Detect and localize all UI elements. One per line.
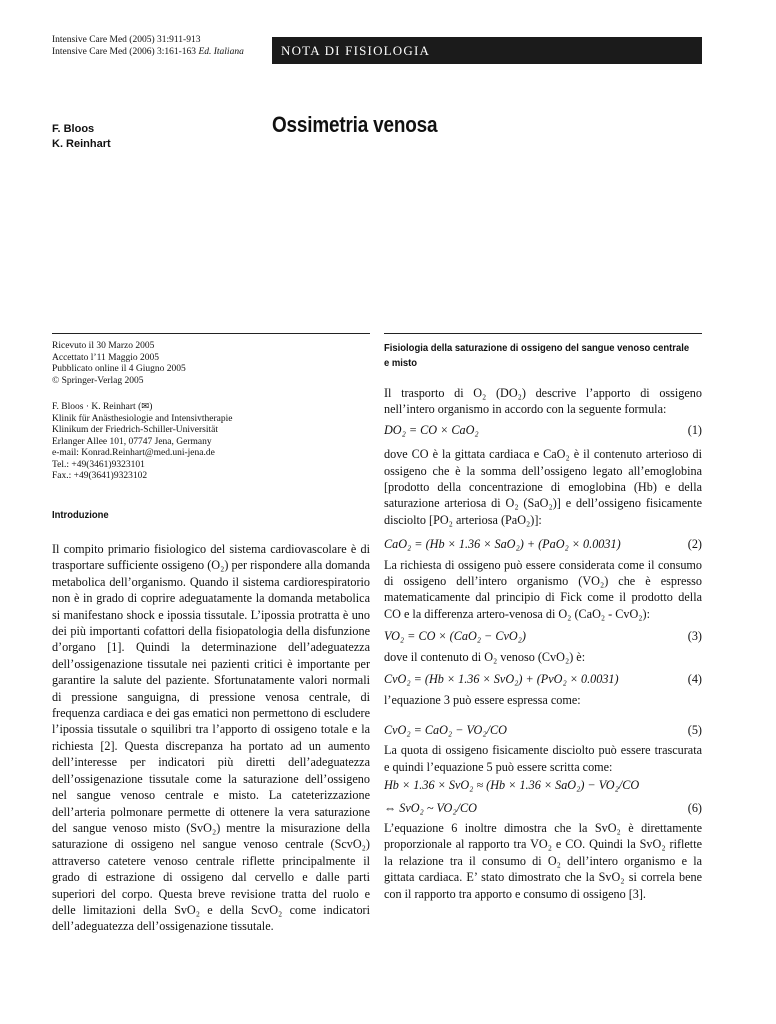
paragraph: La richiesta di ossigeno può essere considerata come il consumo di ossigeno dell’intero organismo (VO₂) che è espresso matematicamente dal principio di Fick come il prodotto della CO e la differenza artero-venosa di O₂ (CaO₂ - CvO₂):	[384, 557, 702, 621]
affiliation-address: Erlanger Allee 101, 07747 Jena, Germany	[52, 436, 212, 447]
accepted-date: Accettato l’11 Maggio 2005	[52, 352, 160, 363]
equation-6: ⇔ SvO₂ ~ VO₂/CO (6)	[384, 800, 702, 815]
received-date: Ricevuto il 30 Marzo 2005	[52, 341, 155, 351]
publication-history	[52, 341, 186, 387]
intro-heading: Introduzione	[52, 509, 109, 521]
affiliation-phone: Tel.: +49(3461)9323101	[52, 459, 145, 470]
divider-left	[52, 333, 370, 334]
envelope-icon: ✉	[141, 402, 150, 412]
divider-right	[384, 333, 702, 334]
citation-line-2: Intensive Care Med (2006) 3:161-163 Ed. Italiana	[52, 47, 244, 57]
author-affiliation	[52, 402, 232, 483]
equation-6a: Hb × 1.36 × SvO₂ ≈ (Hb × 1.36 × SaO₂) − VO₂/CO	[384, 778, 640, 793]
paragraph: dove il contenuto di O₂ venoso (CvO₂) è:	[384, 649, 586, 664]
affiliation-email[interactable]: e-mail: Konrad.Reinhart@med.uni-jena.de	[52, 448, 215, 458]
author-1: F. Bloos	[52, 123, 95, 135]
equation-4: CvO₂ = (Hb × 1.36 × SvO₂) + (PvO₂ × 0.0031) (4)	[384, 672, 702, 687]
equation-1: DO₂ = CO × CaO₂ (1)	[384, 422, 702, 437]
equation-3: VO₂ = CO × (CaO₂ − CvO₂) (3)	[384, 629, 702, 644]
paragraph: dove CO è la gittata cardiaca e CaO₂ è il contenuto arterioso di ossigeno che è la somma dell’ossigeno legato all’emoglobina [prodotto della concentrazione di emoglobina (Hb) e della saturazione arteriosa di O₂ (SaO₂)] e dell’ossigeno fisicamente disciolto [PO₂ arteriosa (PaO₂)]:	[384, 447, 702, 527]
citation-line-1: Intensive Care Med (2005) 31:911-913	[52, 35, 201, 45]
published-date: Pubblicato online il 4 Giugno 2005	[52, 364, 186, 374]
paragraph: L’equazione 6 inoltre dimostra che la SvO₂ è direttamente proporzionale al rapporto tra VO₂ e CO. Quindi la SvO₂ riflette la relazione tra il consumo di O₂ dell’intero organismo e la gittata cardiaca. E’ stato dimostrato che la SvO₂ si correla bene con il rapporto tra apporto e consumo di ossigeno [3].	[384, 820, 702, 901]
author-list	[52, 122, 111, 152]
physiology-heading: Fisiologia della saturazione di ossigeno del sangue venoso centrale e misto	[384, 342, 690, 369]
section-label: NOTA DI FISIOLOGIA	[281, 43, 431, 58]
affiliation-line: Klinik für Anästhesiologie and Intensivtherapie	[52, 413, 233, 424]
section-banner	[272, 37, 702, 64]
paragraph: La quota di ossigeno fisicamente disciolto può essere trascurata e quindi l’equazione 5 può essere scritta come:	[384, 743, 702, 774]
equation-2: CaO₂ = (Hb × 1.36 × SaO₂) + (PaO₂ × 0.0031) (2)	[384, 537, 702, 552]
paragraph: Il trasporto di O₂ (DO₂) descrive l’apporto di ossigeno nell’intero organismo in accordo con la seguente formula:	[384, 386, 702, 417]
copyright: © Springer-Verlag 2005	[52, 375, 144, 386]
equation-5: CvO₂ = CaO₂ − VO₂/CO (5)	[384, 722, 702, 737]
intro-paragraph: Il compito primario fisiologico del sistema cardiovascolare è di trasportare sufficiente ossigeno (O₂) per rispondere alla domanda metabolica dell’organismo. Quando il sistema cardiorespiratorio non è in grado di coprire adeguatamente la domanda metabolica si manifestano shock e ipossia tissutale. L’ipossia protratta è uno dei più importanti cofattori della fisiopatologia della disfunzione d’organo [1]. Quindi la determinazione dell’adeguatezza dell’ossigenazione tissutale nei pazienti critici è importante per garantire la salute del paziente. Sfortunatamente valori normali di pressione sanguigna, di pressione venosa centrale, di frequenza cardiaca e dei gas ematici non permettono di escludere l’ipossia tissutale o squilibri tra l’apporto di ossigeno totale e la richiesta [2]. Questa discrepanza ha portato ad un aumento dell’interesse per indicatori più diretti dell’adeguatezza dell’ossigenazione tissutale come la saturazione dell’ossigeno nel sangue venoso centrale e misto. La cateterizzazione dell’arteria polmonare permette di ottenere la vera saturazione del sangue venoso misto (SvO₂) mentre la misurazione della saturazione di ossigeno nel sangue venoso centrale (ScvO₂) attraverso catetere venoso centrale riflette principalmente il grado di estrazione di ossigeno dal cervello e dalle parti superiori del corpo. Questa breve revisione tratta del ruolo e delle limitazioni della SvO₂ e della ScvO₂ come indicatori dell’adeguatezza dell’ossigenazione tissutale.	[52, 542, 370, 934]
paragraph: l’equazione 3 può essere espressa come:	[384, 692, 581, 707]
journal-citation	[52, 34, 244, 58]
affiliation-line: Klinikum der Friedrich-Schiller-Universität	[52, 425, 219, 435]
article-title: Ossimetria venosa	[272, 112, 438, 137]
affiliation-names: F. Bloos · K. Reinhart (✉)	[52, 402, 153, 412]
affiliation-fax: Fax.: +49(3641)9323102	[52, 471, 148, 481]
author-2: K. Reinhart	[52, 138, 111, 150]
physiology-section	[384, 385, 702, 902]
